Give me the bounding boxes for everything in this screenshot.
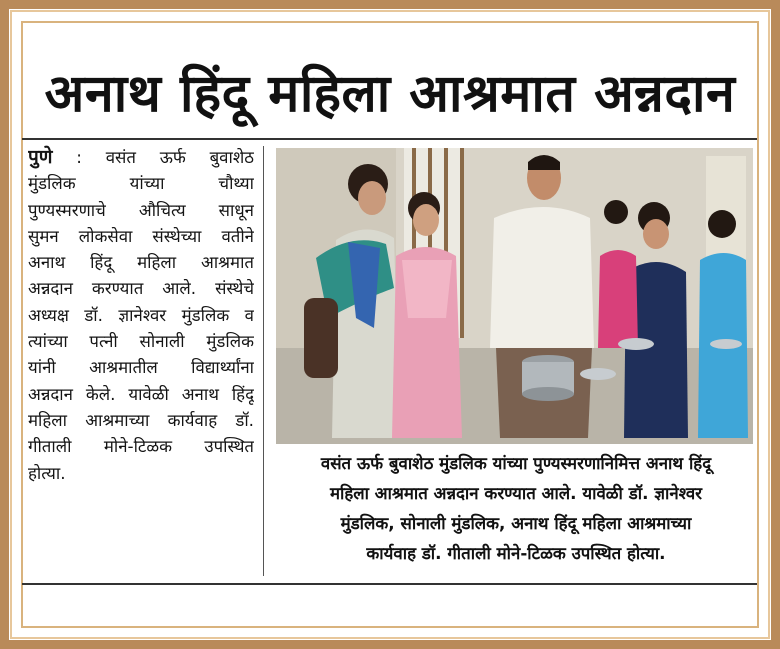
column-divider — [263, 146, 264, 576]
news-photo — [276, 148, 753, 444]
article-line: मुंडलिक यांच्या चौथ्या — [28, 173, 254, 194]
article-line: होत्या. — [28, 462, 66, 483]
headline-rule — [22, 138, 757, 140]
article-line: अन्नदान केले. यावेळी अनाथ हिंदू — [28, 383, 254, 404]
photo-caption — [272, 448, 760, 568]
bottom-rule — [22, 583, 757, 585]
caption-line: कार्यवाह डॉ. गीताली मोने-टिळक उपस्थित होत्या. — [366, 543, 666, 563]
article-line: महिला आश्रमाच्या कार्यवाह डॉ. — [28, 409, 254, 430]
article-line: त्यांच्या पत्नी सोनाली मुंडलिक — [28, 331, 254, 352]
article-line: अध्यक्ष डॉ. ज्ञानेश्वर मुंडलिक व — [28, 304, 254, 325]
article-line: अन्नदान करण्यात आले. संस्थेचे — [28, 278, 254, 299]
article-line — [28, 144, 254, 170]
caption-line: मुंडलिक, सोनाली मुंडलिक, अनाथ हिंदू महिला आश्रमाच्या — [340, 513, 692, 533]
article-line-text: : वसंत ऊर्फ बुवाशेठ — [52, 147, 254, 167]
dateline: पुणे — [28, 146, 53, 168]
article-line: गीताली मोने-टिळक उपस्थित — [28, 436, 254, 457]
headline: अनाथ हिंदू महिला आश्रमात अन्नदान — [44, 64, 736, 124]
article-line: यांनी आश्रमातील विद्यार्थ्यांना — [28, 357, 254, 378]
caption-line: महिला आश्रमात अन्नदान करण्यात आले. यावेळी डॉ. ज्ञानेश्वर — [329, 483, 703, 503]
photo-illustration — [276, 148, 753, 444]
article-line: अनाथ हिंदू महिला आश्रमात — [28, 252, 254, 273]
article-line: सुमन लोकसेवा संस्थेच्या वतीने — [28, 225, 254, 246]
article-column — [28, 144, 254, 486]
caption-line: वसंत ऊर्फ बुवाशेठ मुंडलिक यांच्या पुण्यस्मरणानिमित्त अनाथ हिंदू — [320, 453, 712, 473]
article-line: पुण्यस्मरणाचे औचित्य साधून — [28, 199, 254, 220]
